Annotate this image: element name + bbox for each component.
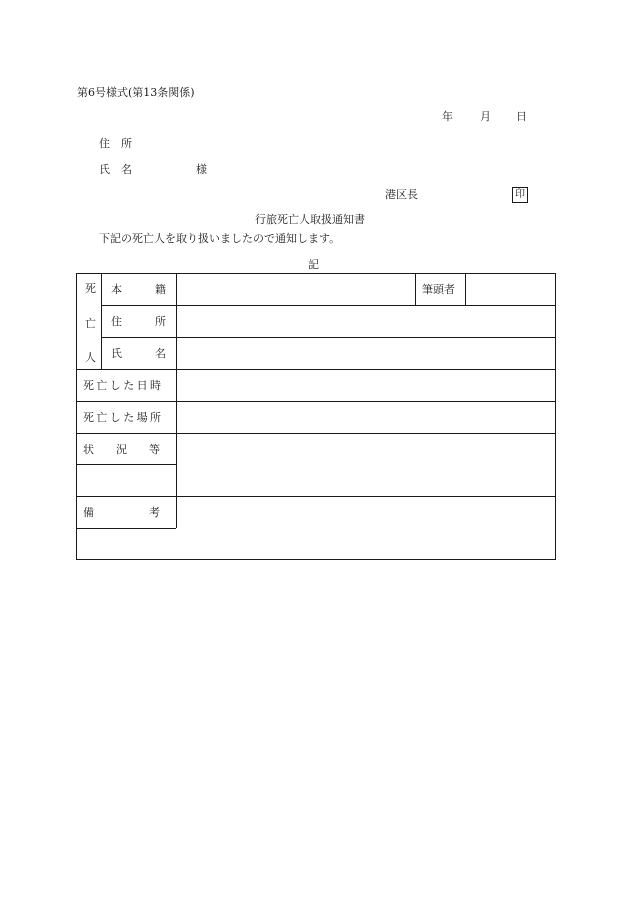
date-year-label: 年 <box>442 110 453 123</box>
date-day-label: 日 <box>516 110 527 123</box>
column-divider <box>176 274 177 528</box>
address-label: 住 所 <box>111 315 166 328</box>
deceased-info-table <box>76 273 556 560</box>
row-divider <box>77 528 176 529</box>
death-place-label: 死亡した場所 <box>83 411 164 424</box>
column-divider <box>465 274 466 305</box>
column-divider <box>415 274 416 305</box>
form-number: 第6号様式(第13条関係) <box>77 86 195 99</box>
document-title: 行旅死亡人取扱通知書 <box>255 213 365 226</box>
name-label: 氏 名 <box>111 347 166 360</box>
issuer-label: 港区長 <box>385 188 418 201</box>
row-divider <box>77 464 176 465</box>
recipient-honorific: 様 <box>196 163 207 176</box>
honseki-label: 本 籍 <box>111 283 166 296</box>
remarks-label: 備 考 <box>83 506 160 519</box>
death-datetime-label: 死亡した日時 <box>83 379 164 392</box>
recipient-name-label: 氏 名 <box>99 163 132 176</box>
column-divider <box>101 274 102 369</box>
date-month-label: 月 <box>480 110 491 123</box>
ki-label: 記 <box>308 258 319 271</box>
situation-label: 状 況 等 <box>83 443 160 456</box>
row-divider <box>101 305 556 306</box>
row-divider <box>77 369 556 370</box>
intro-text: 下記の死亡人を取り扱いましたので通知します。 <box>99 232 341 245</box>
row-divider <box>77 496 556 497</box>
seal-mark: 印 <box>512 187 528 203</box>
group-label-char: 死 <box>85 282 96 295</box>
row-divider <box>77 433 556 434</box>
hittousha-label: 筆頭者 <box>422 283 455 296</box>
group-label-char: 亡 <box>85 317 96 330</box>
group-label-char: 人 <box>85 351 96 364</box>
row-divider <box>77 401 556 402</box>
recipient-address-label: 住 所 <box>99 137 132 150</box>
row-divider <box>101 337 556 338</box>
